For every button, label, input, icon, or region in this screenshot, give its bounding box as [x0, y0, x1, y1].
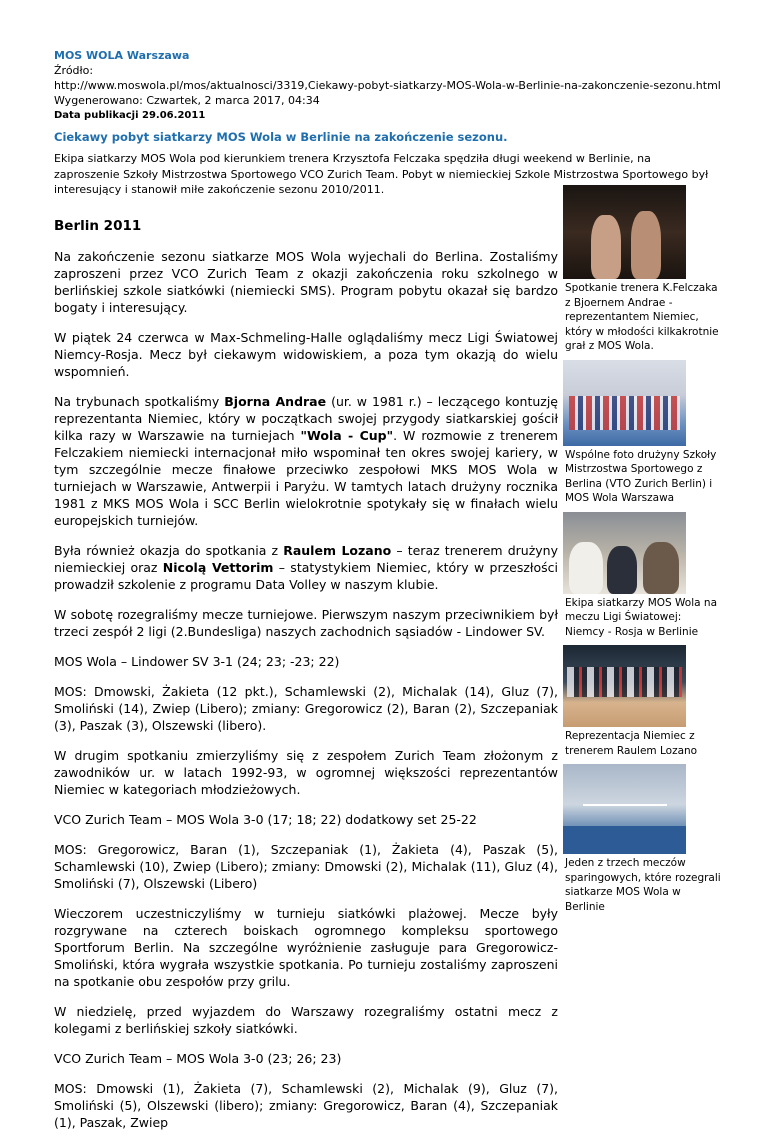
organization-name: MOS WOLA Warszawa	[54, 49, 190, 62]
paragraph: W piątek 24 czerwca w Max-Schmeling-Halle oglądaliśmy mecz Ligi Światowej Niemcy-Rosja. Mecz był ciekawym widowiskiem, a poza tym okazją do wielu wspomnień.	[54, 330, 558, 379]
paragraph: W sobotę rozegraliśmy mecze turniejowe. Pierwszym naszym przeciwnikiem był trzeci zespół 2 ligi (2.Bundesliga) naszych zachodnich sąsiadów - Lindower SV.	[54, 607, 558, 639]
article-intro: Ekipa siatkarzy MOS Wola pod kierunkiem trenera Krzysztofa Felczaka spędziła długi weekend w Berlinie, na zaproszenie Szkoły Mistrzostwa Sportowego VCO Zurich Team. Pobyt w niemieckiej Szkole Mistrzostwa Sportowego był interesujący i stanowił miłe zakończenie sezonu 2010/2011.	[54, 152, 709, 196]
publication-date: Data publikacji 29.06.2011	[54, 110, 206, 121]
article-title: Ciekawy pobyt siatkarzy MOS Wola w Berlinie na zakończenie sezonu.	[54, 130, 508, 144]
paragraph: W drugim spotkaniu zmierzyliśmy się z zespołem Zurich Team złożonym z zawodników ur. w latach 1992-93, w ogromnej większości reprezentantów Niemiec w kategoriach młodzieżowych.	[54, 748, 558, 797]
photo-caption: Jeden z trzech meczów sparingowych, które rozegrali siatkarze MOS Wola w Berlinie	[565, 857, 721, 913]
paragraph: Na zakończenie sezonu siatkarze MOS Wola wyjechali do Berlina. Zostaliśmy zaproszeni przez VCO Zurich Team z okazji zakończenia roku szkolnego w berlińskiej szkole siatkówki (niemiecki SMS). Program pobytu okazał się bardzo bogaty i interesujący.	[54, 249, 558, 315]
photo-national-team	[563, 645, 686, 727]
photo-caption: Spotkanie trenera K.Felczaka z Bjoernem Andrae - reprezentantem Niemiec, który w młodości kilkakrotnie grał z MOS Wola.	[565, 282, 719, 352]
document-header	[54, 48, 754, 198]
section-title: Berlin 2011	[54, 218, 142, 234]
lineup: MOS: Dmowski, Żakieta (12 pkt.), Schamlewski (2), Michalak (14), Gluz (7), Smoliński (14), Zwiep (Libero); zmiany: Gregorowicz (2), Baran (2), Szczepaniak (3), Paszak (3), Olszewski (libero).	[54, 684, 558, 733]
match-result: VCO Zurich Team – MOS Wola 3-0 (23; 26; 23)	[54, 1051, 342, 1066]
paragraph: W niedzielę, przed wyjazdem do Warszawy rozegraliśmy ostatni mecz z kolegami z berlińskiej szkoły siatkówki.	[54, 1004, 558, 1036]
photo-column	[563, 185, 723, 914]
lineup: MOS: Gregorowicz, Baran (1), Szczepaniak (1), Żakieta (4), Paszak (5), Schamlewski (10), Zwiep (Libero); zmiany: Dmowski (2), Michalak (11), Gluz (4), Smoliński (7), Olszewski (Libero)	[54, 842, 558, 891]
paragraph: Wieczorem uczestniczyliśmy w turnieju siatkówki plażowej. Mecze były rozgrywane na czterech boiskach ogromnego kompleksu sportowego Sportforum Berlin. Na szczególne wyróżnienie zasługuje para Gregorowicz-Smoliński, która wygrała wszystkie spotkania. Po turnieju zostaliśmy zaproszeni na spotkanie obu zespołów przy grilu.	[54, 906, 558, 989]
source-url[interactable]: http://www.moswola.pl/mos/aktualnosci/3319,Ciekawy-pobyt-siatkarzy-MOS-Wola-w-Berlinie-na-zakonczenie-sezonu.html	[54, 79, 721, 92]
photo-sparring-match	[563, 764, 686, 854]
event-name: "Wola - Cup"	[300, 428, 394, 443]
source-label: Źródło:	[54, 64, 94, 77]
photo-caption: Ekipa siatkarzy MOS Wola na meczu Ligi Światowej: Niemcy - Rosja w Berlinie	[565, 596, 718, 638]
photo-team-group	[563, 360, 686, 446]
photo-caption: Wspólne foto drużyny Szkoły Mistrzostwa Sportowego z Berlina (VTO Zurich Berlin) i MOS Wola Warszawa	[565, 448, 717, 504]
person-name: Nicolą Vettorim	[162, 560, 274, 575]
match-result: VCO Zurich Team – MOS Wola 3-0 (17; 18; 22) dodatkowy set 25-22	[54, 812, 477, 827]
paragraph: Była również okazja do spotkania z Raulem Lozano – teraz trenerem drużyny niemieckiej oraz Nicolą Vettorim – statystykiem Niemiec, który w przeszłości prowadził szkolenie z programu Data Volley w naszym klubie.	[54, 543, 558, 592]
person-name: Bjorna Andrae	[224, 394, 327, 409]
photo-coach-andrae	[563, 185, 686, 279]
photo-spectators	[563, 512, 686, 594]
match-result: MOS Wola – Lindower SV 3-1 (24; 23; -23; 22)	[54, 654, 340, 669]
article-body	[54, 248, 558, 1144]
paragraph: Na trybunach spotkaliśmy Bjorna Andrae (ur. w 1981 r.) – leczącego kontuzję reprezentanta Niemiec, który w początkach swojej przygody siatkarskiej gościł kilka razy w Warszawie na turniejach "Wola - Cup". W rozmowie z trenerem Felczakiem niemiecki internacjonał miło wspominał ten okres swojej kariery, w tym szczególnie mecze finałowe przeciwko zespołowi MKS MOS Wola w turniejach w Warszawie, Antwerpii i Paryżu. W tamtych latach drużyny rocznika 1981 z MKS MOS Wola i SCC Berlin wielokrotnie spotykały się w finałach wielu europejskich turniejów.	[54, 394, 558, 528]
lineup: MOS: Dmowski (1), Żakieta (7), Schamlewski (2), Michalak (9), Gluz (7), Smoliński (5), Olszewski (libero); zmiany: Gregorowicz, Baran (4), Szczepaniak (1), Paszak, Zwiep	[54, 1081, 558, 1130]
generated-date: Wygenerowano: Czwartek, 2 marca 2017, 04:34	[54, 94, 320, 107]
person-name: Raulem Lozano	[283, 543, 392, 558]
photo-caption: Reprezentacja Niemiec z trenerem Raulem Lozano	[565, 730, 698, 757]
